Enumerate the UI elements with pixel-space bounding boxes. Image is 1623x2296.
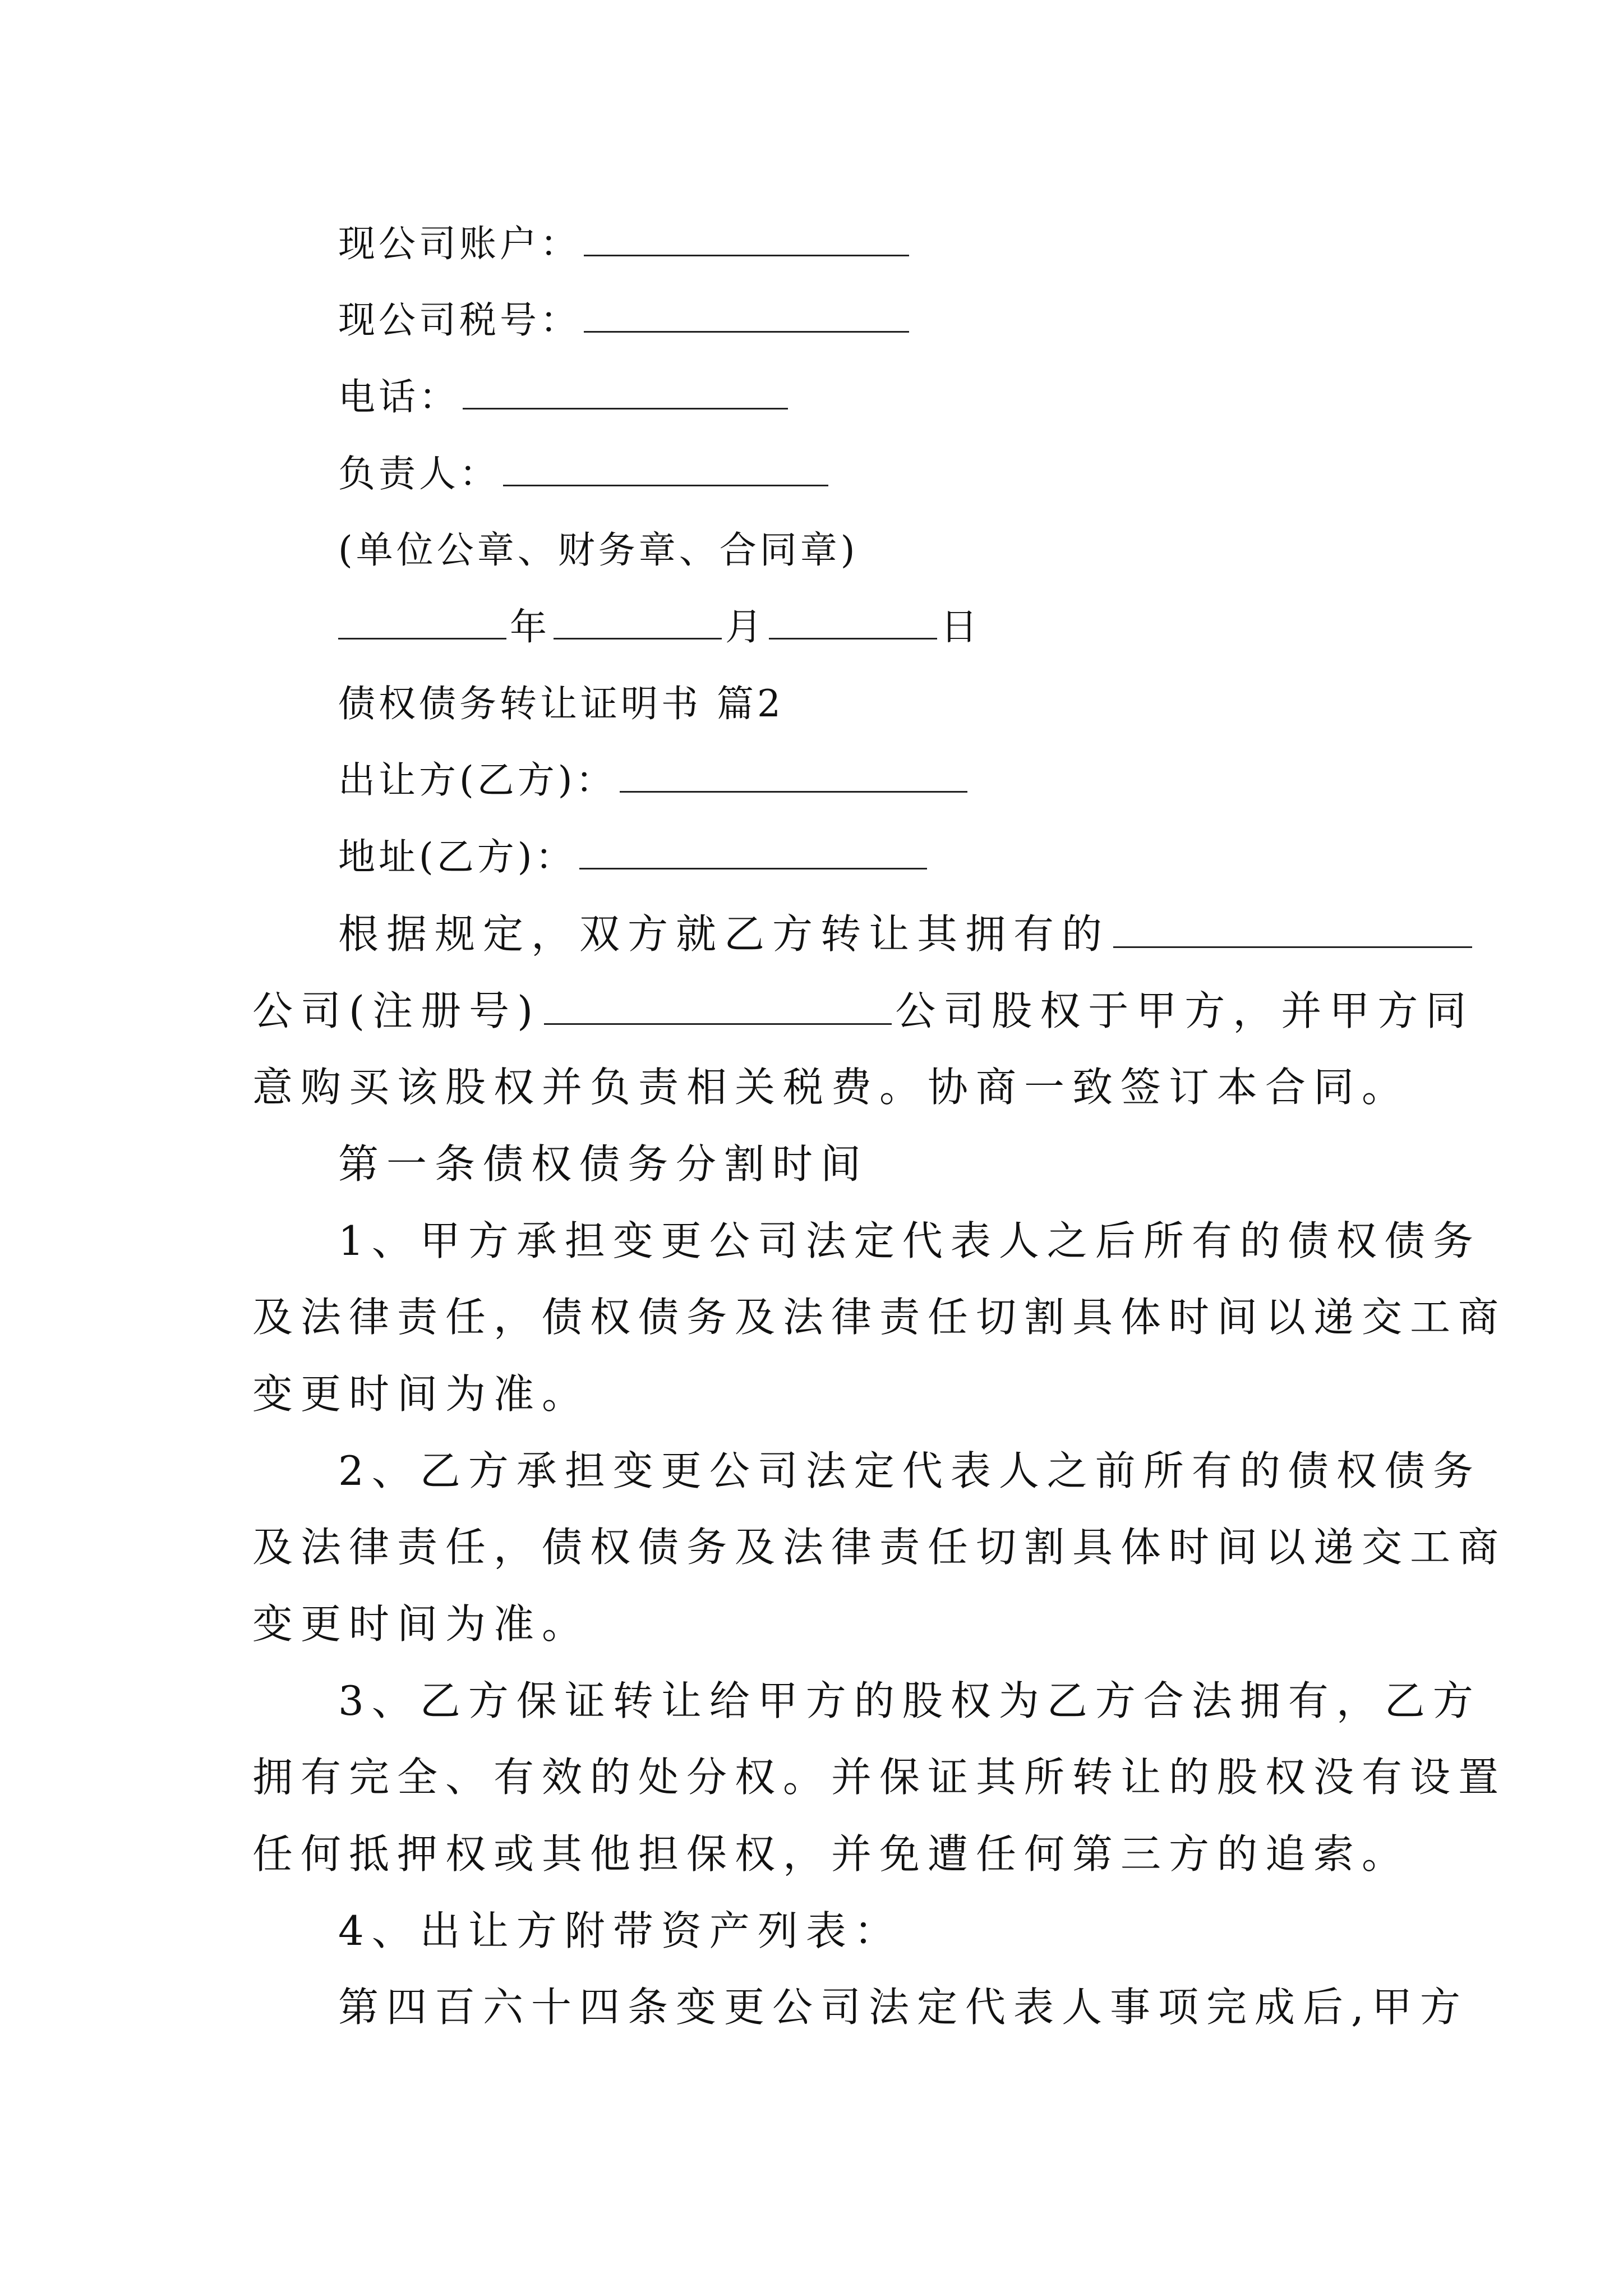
tax-field [338, 295, 912, 346]
item-2-line-3: 变更时间为准。 [252, 1600, 591, 1648]
intro-text-2a: 公司(注册号) [252, 987, 541, 1034]
item-3-line-1: 3、乙方保证转让给甲方的股权为乙方合法拥有，乙方 [338, 1677, 1481, 1724]
company-name-blank [1113, 913, 1472, 948]
person-field [338, 449, 832, 499]
year-label: 年 [510, 605, 550, 648]
account-field [338, 219, 912, 269]
day-label: 日 [940, 605, 981, 648]
article-464-line-1: 第四百六十四条变更公司法定代表人事项完成后,甲方 [338, 1984, 1468, 2031]
item-1-line-1: 1、甲方承担变更公司法定代表人之后所有的债权债务 [338, 1217, 1481, 1264]
item-2-line-2: 及法律责任，债权债务及法律责任切割具体时间以递交工商 [252, 1524, 1507, 1571]
section-title: 债权债务转让证明书 篇2 [338, 682, 784, 725]
phone-label: 电话： [338, 375, 459, 418]
item-2-line-1: 2、乙方承担变更公司法定代表人之前所有的债权债务 [338, 1447, 1481, 1494]
person-blank [503, 451, 828, 486]
intro-line-1 [338, 909, 1476, 959]
month-blank [554, 604, 722, 639]
article-1-title: 第一条债权债务分割时间 [338, 1140, 869, 1188]
transferor-label: 出让方(乙方)： [338, 758, 616, 802]
seal-note: (单位公章、财务章、合同章) [338, 528, 859, 572]
day-blank [769, 604, 937, 639]
person-label: 负责人： [338, 452, 500, 495]
transferor-blank [620, 757, 967, 793]
date-field [338, 602, 981, 652]
phone-blank [463, 374, 788, 409]
account-label: 现公司账户： [338, 222, 580, 265]
address-field [338, 832, 930, 882]
address-blank [579, 834, 927, 869]
transferor-field [338, 755, 971, 806]
item-1-line-2: 及法律责任，债权债务及法律责任切割具体时间以递交工商 [252, 1294, 1507, 1341]
account-blank [584, 221, 909, 256]
tax-blank [584, 297, 909, 333]
tax-label: 现公司税号： [338, 298, 580, 342]
address-label: 地址(乙方)： [338, 835, 576, 878]
intro-text-2b: 公司股权于甲方，并甲方同 [895, 987, 1474, 1034]
item-4-line-1: 4、出让方附带资产列表： [338, 1907, 902, 1954]
intro-text-1: 根据规定，双方就乙方转让其拥有的 [338, 910, 1110, 958]
intro-line-2 [252, 986, 1474, 1036]
year-blank [338, 604, 506, 639]
registration-blank [544, 990, 892, 1025]
item-3-line-3: 任何抵押权或其他担保权，并免遭任何第三方的追索。 [252, 1830, 1410, 1878]
month-label: 月 [725, 605, 766, 648]
item-1-line-3: 变更时间为准。 [252, 1370, 591, 1418]
intro-line-3: 意购买该股权并负责相关税费。协商一致签订本合同。 [252, 1064, 1410, 1111]
phone-field [338, 372, 791, 422]
item-3-line-2: 拥有完全、有效的处分权。并保证其所转让的股权没有设置 [252, 1754, 1507, 1801]
